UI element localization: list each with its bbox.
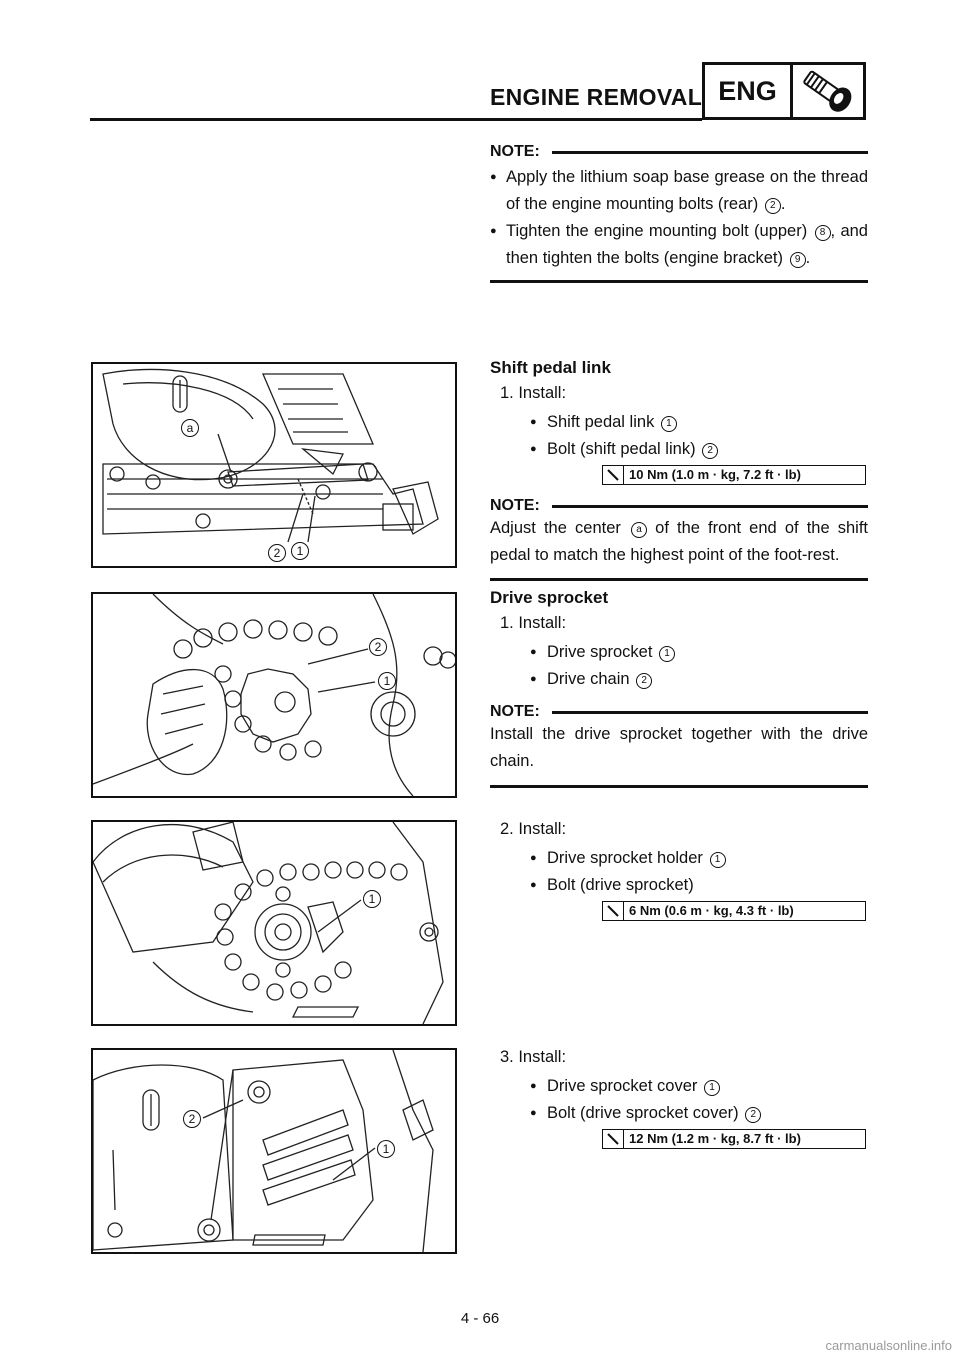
figure-sprocket-cover: [91, 1048, 457, 1254]
install-item: ● Bolt (shift pedal link) 2: [530, 436, 868, 463]
note-heading: [490, 143, 868, 161]
section-tag: ENG: [705, 65, 793, 117]
page-number: 4 - 66: [460, 1310, 500, 1327]
step-label: 1. Install:: [500, 614, 567, 632]
torque-spec: 12 Nm (1.2 m · kg, 8.7 ft · lb): [602, 1129, 866, 1149]
wrench-icon: [603, 1130, 624, 1148]
torque-spec: 10 Nm (1.0 m · kg, 7.2 ft · lb): [602, 465, 866, 485]
callout-a: a: [181, 419, 199, 437]
callout-2: 2: [369, 638, 387, 656]
watermark[interactable]: carmanualsonline.info: [825, 1338, 952, 1353]
install-item: ● Drive chain 2: [530, 666, 868, 693]
note-end-rule: [490, 785, 868, 788]
figure-sprocket-holder: [91, 820, 457, 1026]
install-item: ● Drive sprocket holder 1: [530, 845, 868, 872]
callout-1: 1: [377, 1140, 395, 1158]
ref-number: 2: [765, 198, 781, 214]
callout-2: 2: [183, 1110, 201, 1128]
section-title: Shift pedal link: [490, 358, 611, 377]
step-label: 3. Install:: [500, 1048, 567, 1066]
install-item: ● Bolt (drive sprocket): [530, 872, 868, 899]
callout-2: 2: [268, 544, 286, 562]
figure-shift-pedal: [91, 362, 457, 568]
torque-spec: 6 Nm (0.6 m · kg, 4.3 ft · lb): [602, 901, 866, 921]
note-bullet: ● Apply the lithium soap base grease on the thread of the engine mounting bolts (rear) 2 .: [490, 164, 868, 218]
callout-1: 1: [378, 672, 396, 690]
section-step3: [490, 1044, 868, 1149]
note-heading: NOTE:: [490, 497, 868, 515]
top-note: [490, 143, 868, 283]
section-badge: [702, 62, 866, 120]
note-end-rule: [490, 578, 868, 581]
callout-1: 1: [291, 542, 309, 560]
install-item: ● Shift pedal link 1: [530, 409, 868, 436]
header-rule: [90, 118, 702, 121]
install-item: ● Drive sprocket 1: [530, 639, 868, 666]
note-label: NOTE:: [490, 143, 540, 160]
note-text: Install the drive sprocket together with the drive chain.: [490, 725, 868, 770]
ref-number: 9: [790, 252, 806, 268]
step-label: 2. Install:: [500, 820, 567, 838]
install-item: ● Bolt (drive sprocket cover) 2: [530, 1100, 868, 1127]
step-label: 1. Install:: [500, 384, 567, 402]
callout-1: 1: [363, 890, 381, 908]
wrench-icon: [603, 466, 624, 484]
note-heading: NOTE:: [490, 703, 868, 721]
ref-number: 8: [815, 225, 831, 241]
note-text: Adjust the center a of the front end of the shift pedal to match the highest point of the foot-rest.: [490, 519, 869, 564]
note-end-rule: [490, 280, 868, 283]
section-shift-pedal: [490, 358, 868, 581]
page-title: ENGINE REMOVAL: [490, 84, 703, 110]
bolt-torque-icon: [793, 65, 863, 117]
section-drive-sprocket: [490, 588, 868, 788]
wrench-icon: [603, 902, 624, 920]
section-title: Drive sprocket: [490, 588, 609, 607]
section-step2: [490, 816, 868, 921]
figure-drive-sprocket: [91, 592, 457, 798]
note-bullet: ● Tighten the engine mounting bolt (upper) 8 , and then tighten the bolts (engine bracket) 9 .: [490, 218, 868, 272]
install-item: ● Drive sprocket cover 1: [530, 1073, 868, 1100]
